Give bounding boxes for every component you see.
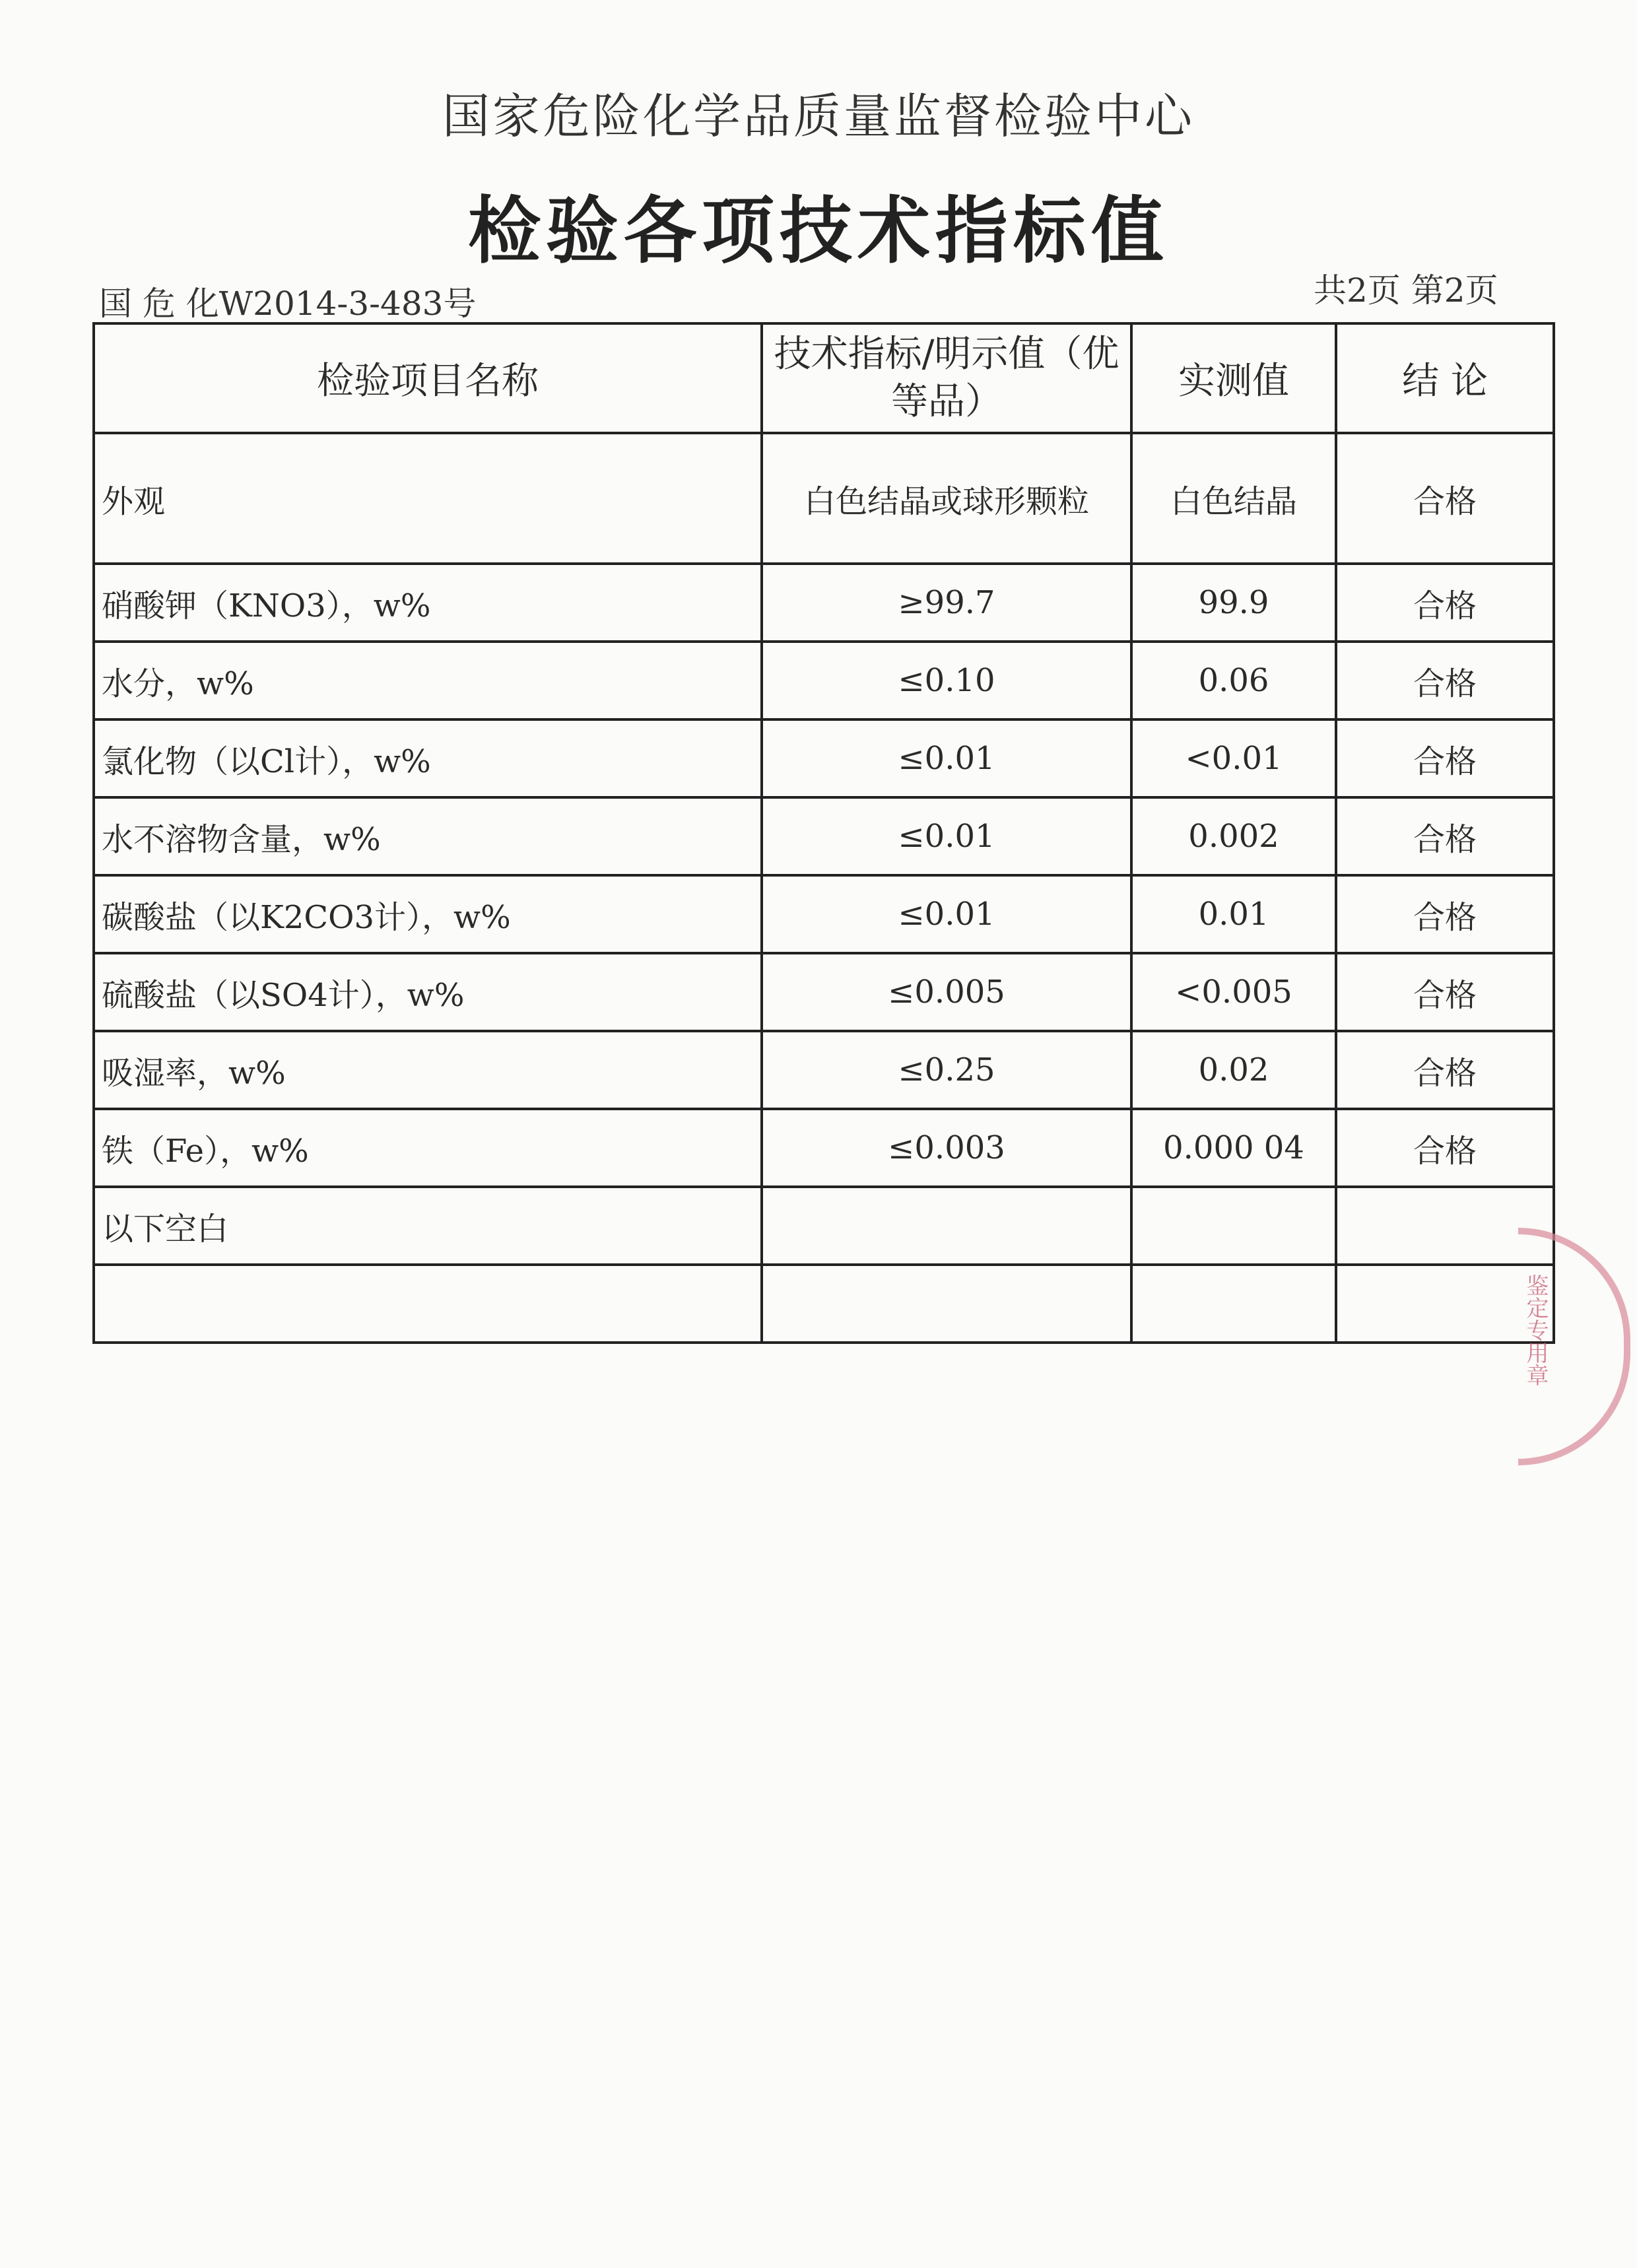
- cell-result: 合格: [1336, 564, 1554, 642]
- table-row: [94, 1031, 1554, 1109]
- cell-item: 吸湿率，w%: [94, 1031, 762, 1109]
- document-number: 国 危 化W2014-3-483号: [99, 284, 477, 323]
- cell-spec: ≤0.25: [762, 1031, 1131, 1109]
- cell-spec: ≤0.01: [762, 875, 1131, 953]
- cell-measured: <0.005: [1131, 953, 1336, 1031]
- cell-result: 合格: [1336, 433, 1554, 564]
- cell-item: 外观: [94, 433, 762, 564]
- cell-measured: 0.002: [1131, 797, 1336, 875]
- cell-measured: [1131, 1265, 1336, 1343]
- cell-item: 硫酸盐（以SO4计），w%: [94, 953, 762, 1031]
- table-row: [94, 719, 1554, 797]
- cell-item: 硝酸钾（KNO3），w%: [94, 564, 762, 642]
- cell-spec: ≤0.01: [762, 797, 1131, 875]
- cell-spec: ≥99.7: [762, 564, 1131, 642]
- cell-result: 合格: [1336, 1031, 1554, 1109]
- cell-item: 以下空白: [94, 1187, 762, 1265]
- table-row: [94, 1109, 1554, 1187]
- col-header-measured: 实测值: [1131, 323, 1336, 433]
- cell-measured: [1131, 1187, 1336, 1265]
- col-header-result: 结 论: [1336, 323, 1554, 433]
- table-row: [94, 1187, 1554, 1265]
- cell-result: 合格: [1336, 1109, 1554, 1187]
- cell-spec: ≤0.003: [762, 1109, 1131, 1187]
- table-row: [94, 433, 1554, 564]
- cell-measured: 0.000 04: [1131, 1109, 1336, 1187]
- cell-spec: 白色结晶或球形颗粒: [762, 433, 1131, 564]
- cell-spec: [762, 1265, 1131, 1343]
- table-header-row: [94, 323, 1554, 433]
- table-row: [94, 642, 1554, 719]
- cell-spec: [762, 1187, 1131, 1265]
- cell-result: 合格: [1336, 719, 1554, 797]
- table-row: [94, 875, 1554, 953]
- cell-measured: 0.01: [1131, 875, 1336, 953]
- cell-item: 水不溶物含量，w%: [94, 797, 762, 875]
- cell-result: 合格: [1336, 642, 1554, 719]
- table-row: [94, 1265, 1554, 1343]
- seal-text: 鉴定专用章: [1522, 1274, 1549, 1386]
- cell-spec: ≤0.10: [762, 642, 1131, 719]
- cell-item: 水分，w%: [94, 642, 762, 719]
- table-row: [94, 953, 1554, 1031]
- table-row: [94, 564, 1554, 642]
- organization-name: 国家危险化学品质量监督检验中心: [442, 88, 1195, 144]
- cell-result: 合格: [1336, 953, 1554, 1031]
- document-title: 检验各项技术指标值: [468, 189, 1169, 273]
- cell-item: 铁（Fe），w%: [94, 1109, 762, 1187]
- cell-measured: 0.02: [1131, 1031, 1336, 1109]
- cell-result: 合格: [1336, 797, 1554, 875]
- cell-item: [94, 1265, 762, 1343]
- table-row: [94, 797, 1554, 875]
- cell-spec: ≤0.01: [762, 719, 1131, 797]
- cell-measured: 0.06: [1131, 642, 1336, 719]
- inspection-table: [92, 322, 1555, 1344]
- cell-item: 碳酸盐（以K2CO3计），w%: [94, 875, 762, 953]
- cell-item: 氯化物（以Cl计），w%: [94, 719, 762, 797]
- cell-spec: ≤0.005: [762, 953, 1131, 1031]
- page-info: 共2页 第2页: [1314, 271, 1498, 310]
- cell-result: 合格: [1336, 875, 1554, 953]
- col-header-item: 检验项目名称: [94, 323, 762, 433]
- col-header-spec: 技术指标/明示值（优等品）: [762, 323, 1131, 433]
- cell-measured: 白色结晶: [1131, 433, 1336, 564]
- cell-measured: 99.9: [1131, 564, 1336, 642]
- cell-measured: <0.01: [1131, 719, 1336, 797]
